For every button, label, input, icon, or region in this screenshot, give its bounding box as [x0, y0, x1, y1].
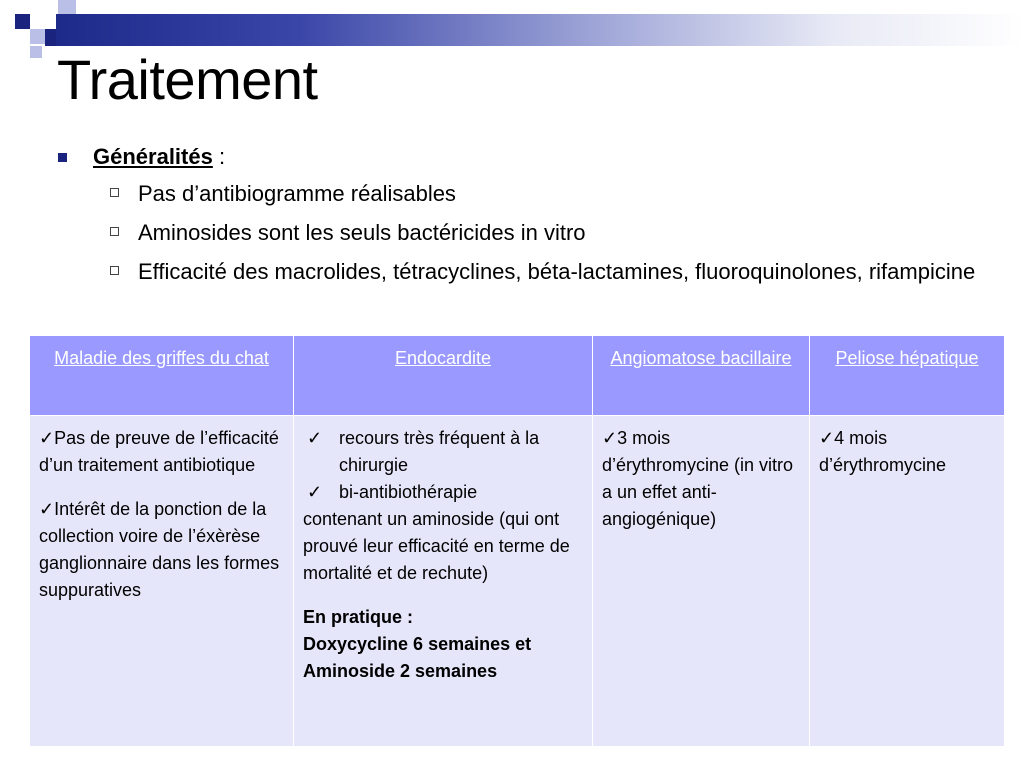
- decor-square: [15, 14, 30, 29]
- treatment-table: [29, 335, 1005, 747]
- header-link[interactable]: Angiomatose bacillaire: [610, 348, 792, 368]
- decor-square: [30, 46, 42, 58]
- hollow-square-bullet-icon: [110, 266, 119, 275]
- check-item-text: recours très fréquent à la chirurgie: [339, 428, 540, 475]
- check-item-text: bi-antibiothérapie: [339, 482, 478, 502]
- cell-item: ✓4 mois d’érythromycine: [819, 428, 947, 475]
- check-icon: ✓: [307, 482, 323, 502]
- cell-item: ✓Pas de preuve de l’efficacité d’un traitement antibiotique: [39, 428, 279, 475]
- slide-title: Traitement: [57, 48, 318, 111]
- header-link[interactable]: Endocardite: [394, 348, 492, 368]
- table-cell-endocardite: [294, 416, 593, 747]
- practice-text: Doxycycline 6 semaines et Aminoside 2 semaines: [303, 634, 532, 681]
- header-cell[interactable]: [593, 336, 810, 416]
- check-item: [303, 479, 584, 506]
- sub-bullet-list: [58, 178, 998, 287]
- sub-bullet: [58, 178, 998, 209]
- decor-square: [30, 29, 45, 44]
- decor-square: [58, 0, 76, 14]
- sub-bullet-text: Aminosides sont les seuls bactéricides in vitro: [138, 220, 586, 245]
- practice-label: En pratique :: [303, 607, 414, 627]
- square-bullet-icon: [58, 153, 67, 162]
- decor-square: [45, 29, 56, 46]
- bullet-keyword: Généralités: [93, 144, 213, 169]
- header-band: [56, 14, 1024, 46]
- header-link[interactable]: Peliose hépatique: [835, 348, 979, 368]
- header-cell[interactable]: [294, 336, 593, 416]
- header-cell[interactable]: [30, 336, 294, 416]
- header-link[interactable]: Maladie des griffes du chat: [54, 348, 269, 368]
- sub-bullet-text: Efficacité des macrolides, tétracyclines, béta-lactamines, fluoroquinolones, rifampicine: [138, 259, 976, 284]
- bullet-generalites: [58, 142, 998, 172]
- hollow-square-bullet-icon: [110, 188, 119, 197]
- check-icon: ✓: [307, 428, 323, 448]
- table-cell-griffes: [30, 416, 294, 747]
- table-row: [30, 416, 1005, 747]
- cell-text: contenant un aminoside (qui ont prouvé leur efficacité en terme de mortalité et de rechute): [303, 509, 570, 583]
- header-cell[interactable]: [810, 336, 1005, 416]
- cell-item: ✓Intérêt de la ponction de la collection voire de l’éxèrèse ganglionnaire dans les formes suppuratives: [39, 499, 280, 600]
- bullet-suffix: :: [212, 144, 226, 169]
- cell-item: ✓3 mois d’érythromycine (in vitro a un effet anti-angiogénique): [602, 428, 794, 529]
- table-cell-peliose: [810, 416, 1005, 747]
- sub-bullet-text: Pas d’antibiogramme réalisables: [138, 181, 456, 206]
- check-item: [303, 425, 584, 479]
- hollow-square-bullet-icon: [110, 227, 119, 236]
- sub-bullet: [58, 256, 998, 287]
- bullet-list: [58, 142, 998, 295]
- sub-bullet: [58, 217, 998, 248]
- table-cell-angiomatose: [593, 416, 810, 747]
- table-header-row: [30, 336, 1005, 416]
